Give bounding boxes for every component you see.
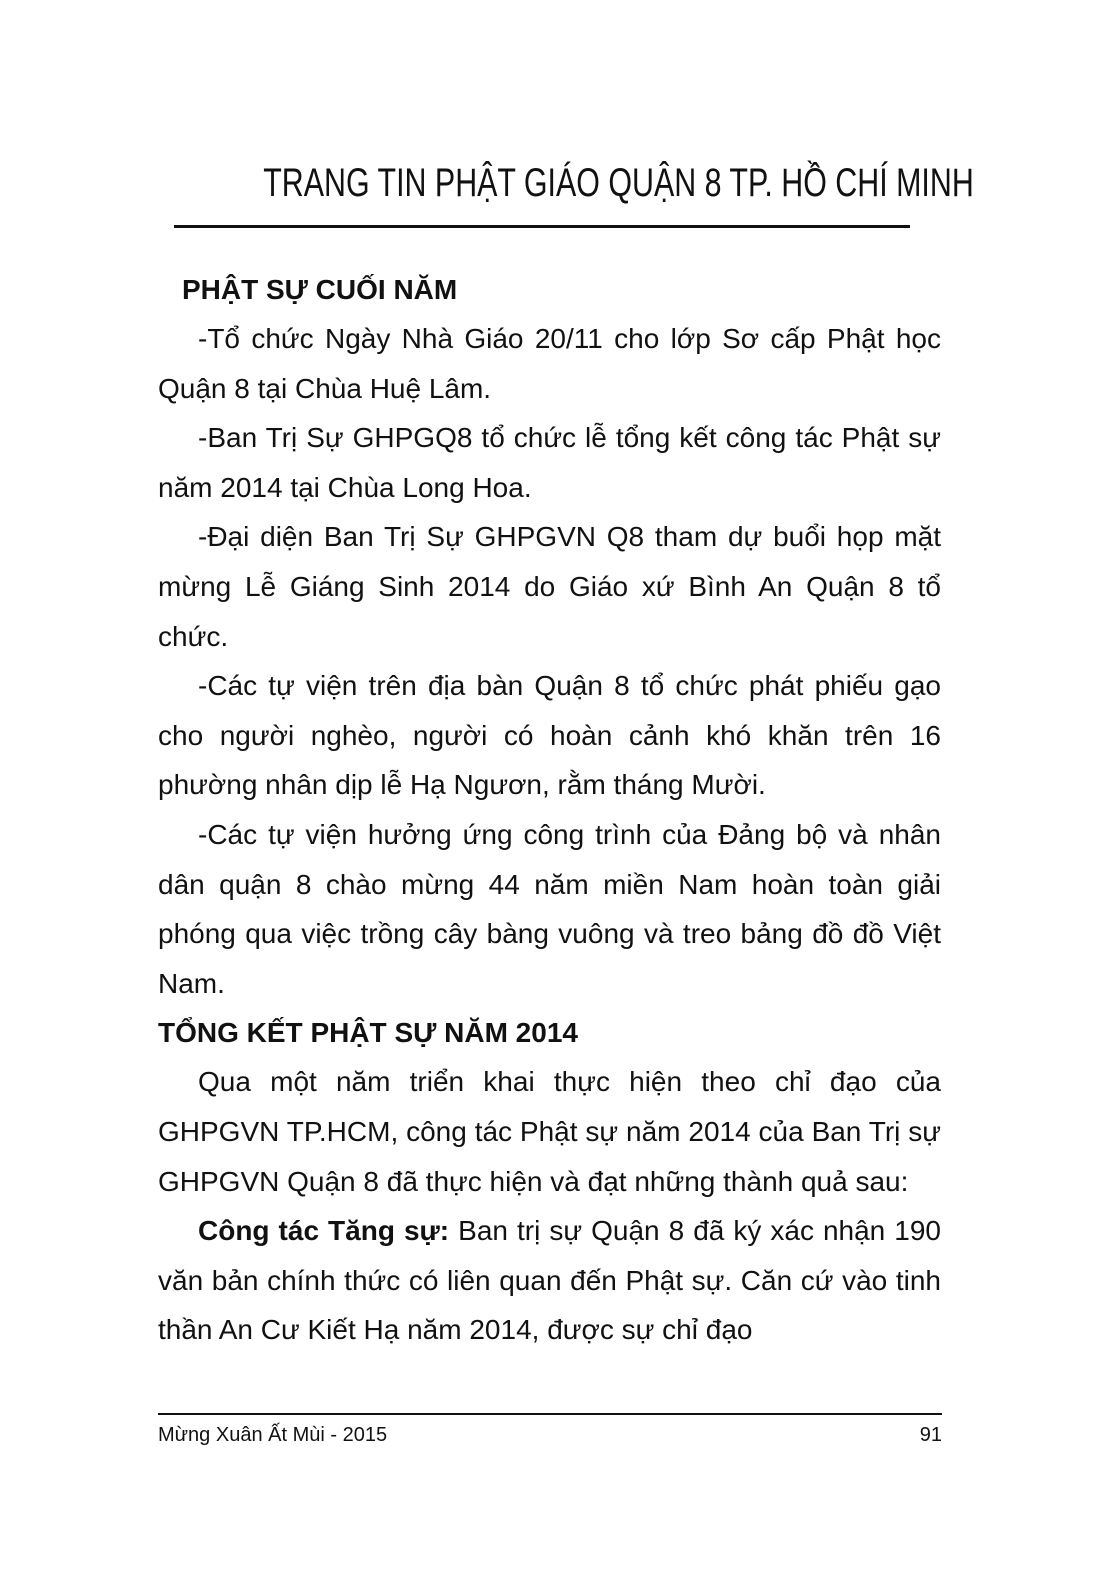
paragraph: Qua một năm triển khai thực hiện theo chỉ đạo của GHPGVN TP.HCM, công tác Phật sự năm 2014 của Ban Trị sự GHPGVN Quận 8 đã thực hiện và đạt những thành quả sau: <box>158 1066 941 1197</box>
paragraph: -Các tự viện hưởng ứng công trình của Đảng bộ và nhân dân quận 8 chào mừng 44 năm miền Nam hoàn toàn giải phóng qua việc trồng cây bàng vuông và treo bảng đồ đồ Việt Nam. <box>158 818 941 999</box>
footer-publication: Mừng Xuân Ất Mùi - 2015 <box>158 1424 388 1446</box>
paragraph-sangha-affairs <box>158 1206 941 1355</box>
footer-divider <box>158 1413 942 1415</box>
paragraph: -Ban Trị Sự GHPGQ8 tổ chức lễ tổng kết công tác Phật sự năm 2014 tại Chùa Long Hoa. <box>158 422 941 503</box>
section-heading-year-end: PHẬT SỰ CUỐI NĂM <box>182 274 458 305</box>
title-divider <box>174 225 910 228</box>
paragraph: -Đại diện Ban Trị Sự GHPGVN Q8 tham dự buổi họp mặt mừng Lễ Giáng Sinh 2014 do Giáo xứ Bình An Quận 8 tổ chức. <box>158 521 941 652</box>
page-number: 91 <box>919 1424 942 1446</box>
paragraph: -Tổ chức Ngày Nhà Giáo 20/11 cho lớp Sơ cấp Phật học Quận 8 tại Chùa Huệ Lâm. <box>158 323 941 404</box>
section-heading-summary-2014: TỔNG KẾT PHẬT SỰ NĂM 2014 <box>158 1017 578 1049</box>
page-title: TRANG TIN PHẬT GIÁO QUẬN 8 TP. HỒ CHÍ MINH <box>263 161 974 205</box>
paragraph-lead: Công tác Tăng sự: <box>198 1215 450 1247</box>
paragraph: -Các tự viện trên địa bàn Quận 8 tổ chức phát phiếu gạo cho người nghèo, người có hoàn cảnh khó khăn trên 16 phường nhân dịp lễ Hạ Ngươn, rằm tháng Mười. <box>158 670 941 801</box>
article-body <box>158 265 941 1355</box>
paragraph-text: Ban trị sự Quận 8 đã ký xác nhận 190 văn bản chính thức có liên quan đến Phật sự. Căn cứ vào tinh thần An Cư Kiết Hạ năm 2014, được sự chỉ đạo <box>158 1215 941 1346</box>
